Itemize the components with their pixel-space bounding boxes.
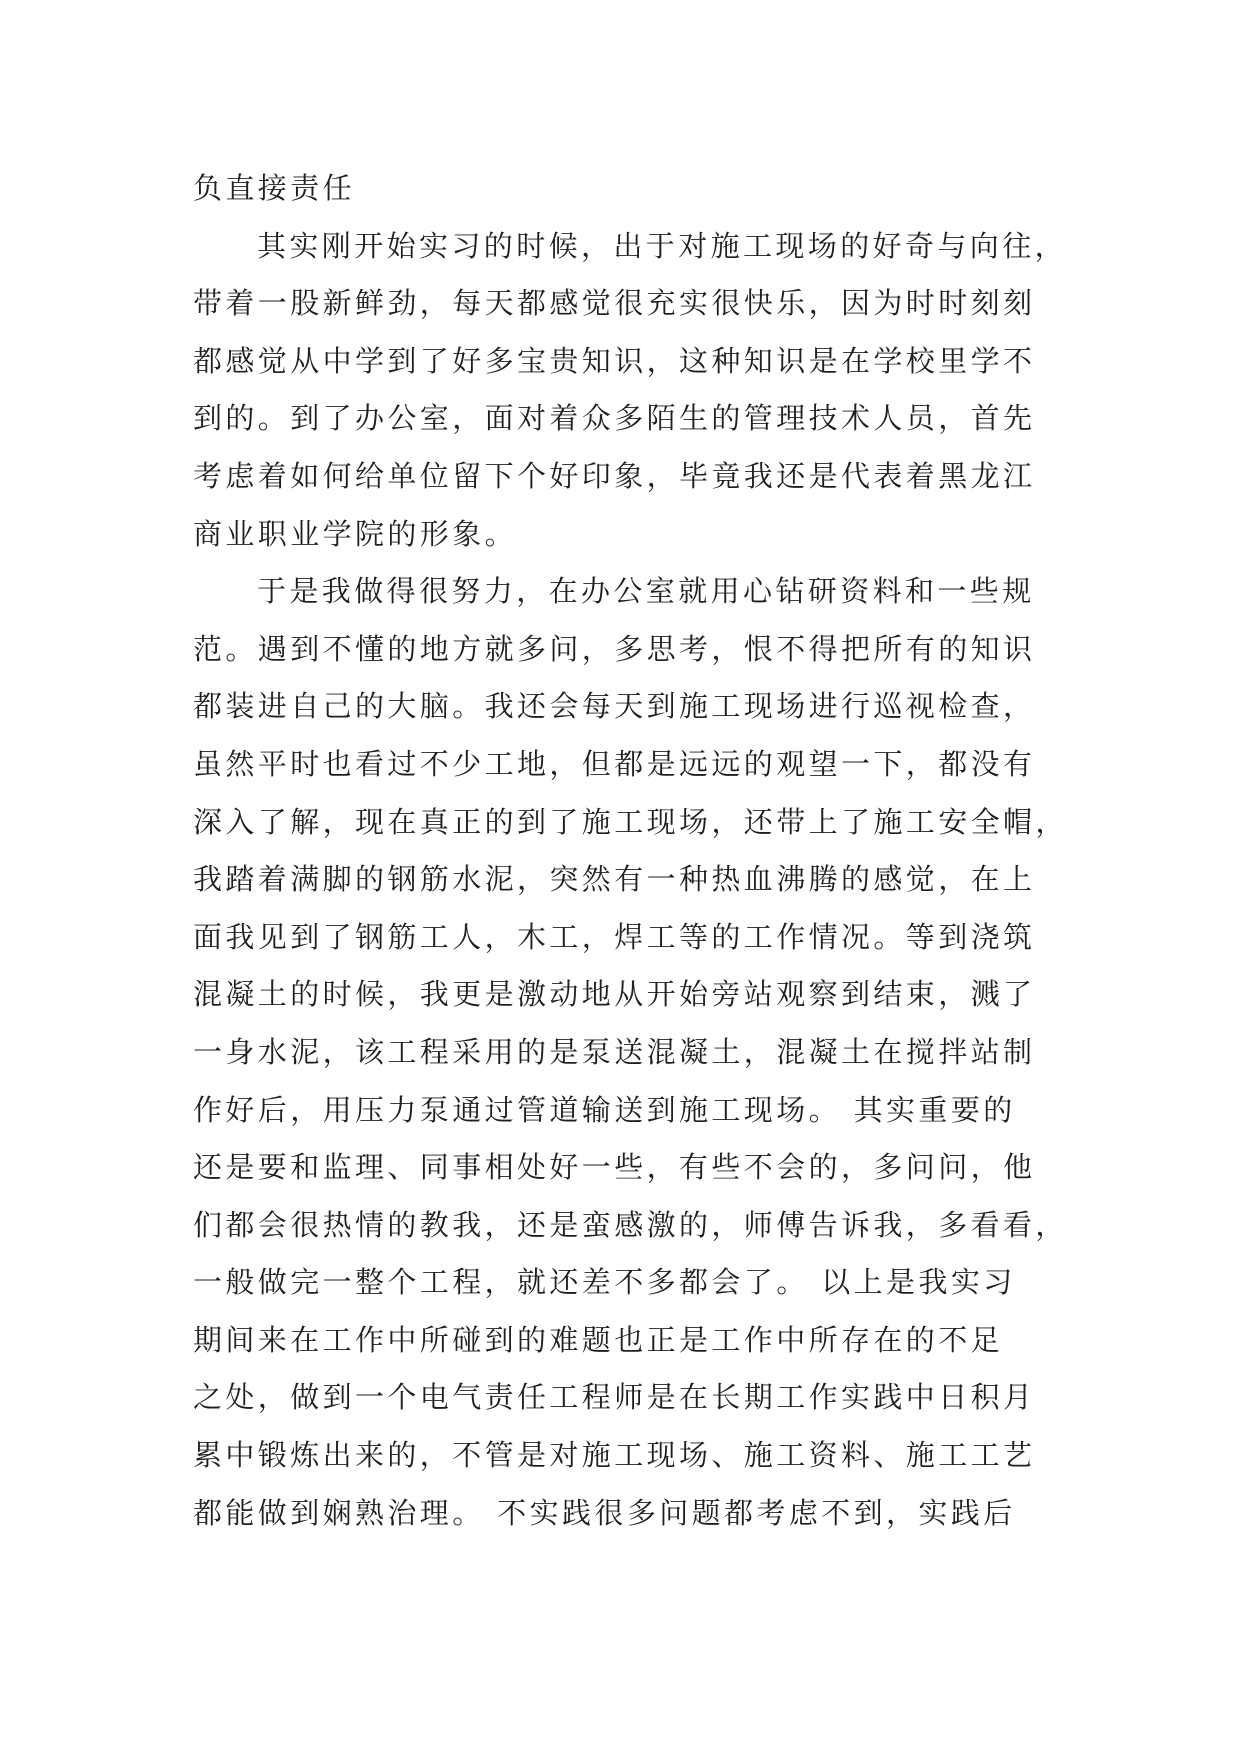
- text-line: 还是要和监理、同事相处好一些，有些不会的，多问问，他: [193, 1150, 1036, 1185]
- text-line: 都装进自己的大脑。我还会每天到施工现场进行巡视检查，: [193, 689, 1036, 724]
- text-line: 虽然平时也看过不少工地，但都是远远的观望一下，都没有: [193, 746, 1036, 781]
- text-line: 之处，做到一个电气责任工程师是在长期工作实践中日积月: [193, 1380, 1036, 1415]
- text-line: 一身水泥，该工程采用的是泵送混凝土，混凝土在搅拌站制: [193, 1034, 1036, 1069]
- text-line: 一般做完一整个工程，就还差不多都会了。 以上是我实习: [193, 1265, 1016, 1300]
- text-line: 深入了解，现在真正的到了施工现场，还带上了施工安全帽，: [193, 804, 1068, 839]
- text-line: 负直接责任: [193, 171, 356, 205]
- text-line: 期间来在工作中所碰到的难题也正是工作中所存在的不足: [193, 1322, 1004, 1357]
- body-text: [193, 160, 1093, 1542]
- text-line: 到的。到了办公室，面对着众多陌生的管理技术人员，首先: [193, 401, 1036, 436]
- text-line: 带着一股新鲜劲，每天都感觉很充实很快乐，因为时时刻刻: [193, 286, 1036, 321]
- text-line: 们都会很热情的教我，还是蛮感激的，师傅告诉我，多看看，: [193, 1207, 1068, 1242]
- text-line: 考虑着如何给单位留下个好印象，毕竟我还是代表着黑龙江: [193, 458, 1036, 493]
- text-line: 混凝土的时候，我更是激动地从开始旁站观察到结束，溅了: [193, 977, 1036, 1012]
- text-line: 作好后，用压力泵通过管道输送到施工现场。 其实重要的: [193, 1092, 1016, 1127]
- paragraph-first-line: 于是我做得很努力，在办公室就用心钻研资料和一些规: [257, 574, 1035, 609]
- text-line: 累中锻炼出来的，不管是对施工现场、施工资料、施工工艺: [193, 1438, 1036, 1473]
- text-line: 商业职业学院的形象。: [193, 516, 518, 551]
- paragraph-first-line: 其实刚开始实习的时候，出于对施工现场的好奇与向往，: [257, 228, 1068, 263]
- text-line: 都感觉从中学到了好多宝贵知识，这种知识是在学校里学不: [193, 343, 1036, 378]
- text-line: 我踏着满脚的钢筋水泥，突然有一种热血沸腾的感觉，在上: [193, 862, 1036, 897]
- text-line: 面我见到了钢筋工人，木工，焊工等的工作情况。等到浇筑: [193, 919, 1036, 954]
- text-line: 都能做到娴熟治理。 不实践很多问题都考虑不到，实践后: [193, 1495, 1016, 1530]
- text-line: 范。遇到不懂的地方就多问，多思考，恨不得把所有的知识: [193, 631, 1036, 666]
